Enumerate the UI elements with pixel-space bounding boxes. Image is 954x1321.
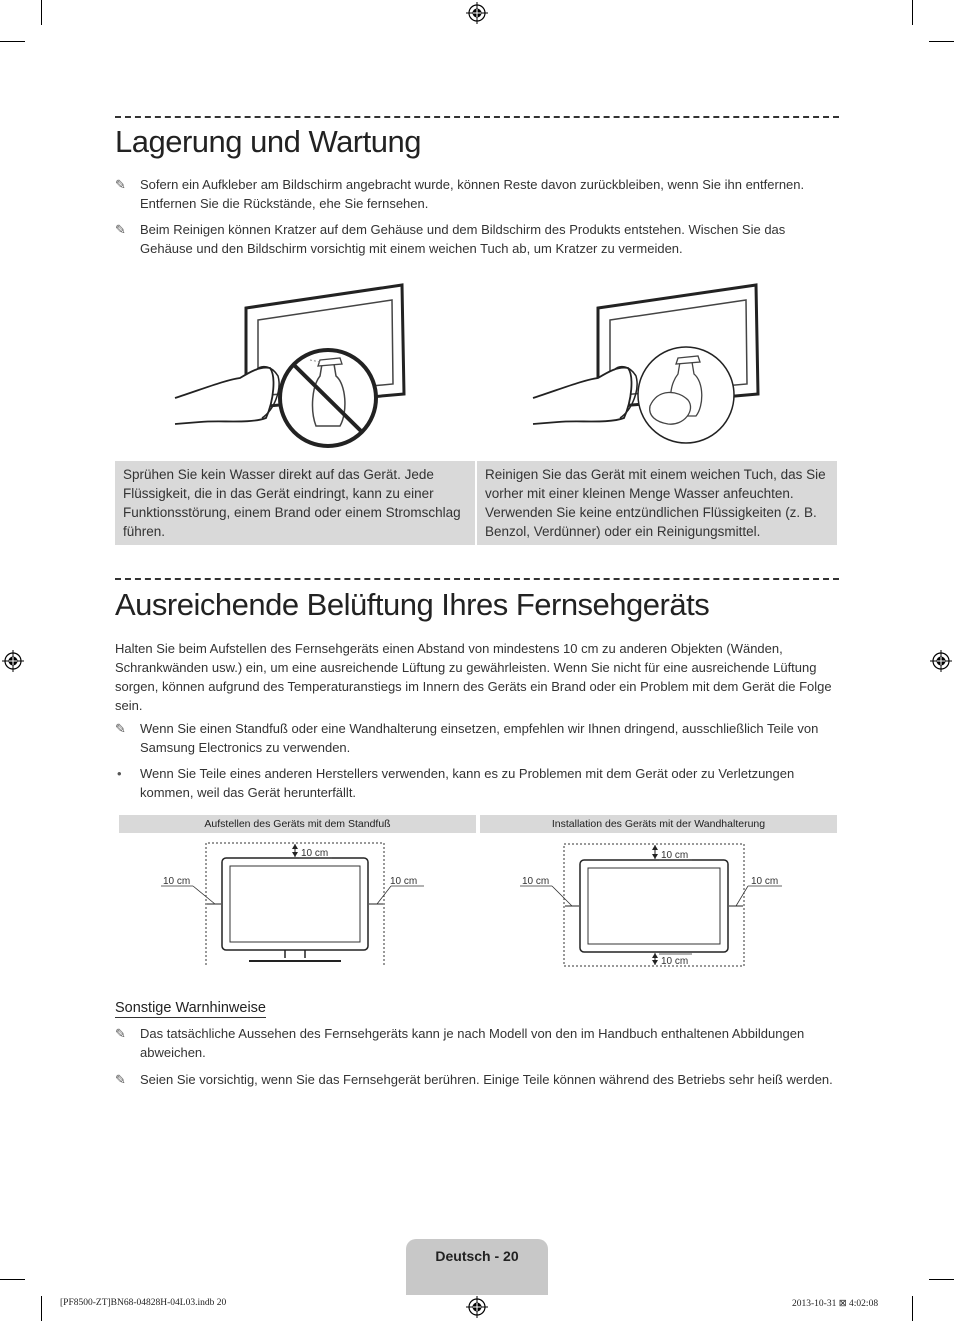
footer-file-info: [PF8500-ZT]BN68-04828H-04L03.indb 20 <box>60 1298 227 1308</box>
dimension-label-right: 10 cm <box>751 876 779 887</box>
caption-no-spray: Sprühen Sie kein Wasser direkt auf das Gerät. Jede Flüssigkeit, die in das Gerät eindringt, kann zu einer Funktionsstörung, einem Brand oder einem Stromschlag führen. <box>115 461 475 545</box>
crop-mark <box>41 1296 42 1321</box>
illustration-no-spray <box>170 280 410 450</box>
diagram-stand-clearance <box>119 838 476 970</box>
registration-mark-icon <box>930 650 952 672</box>
crop-mark <box>41 0 42 25</box>
dimension-label-bottom: 10 cm <box>661 956 689 967</box>
section-divider <box>115 116 839 118</box>
note-item <box>115 1024 839 1062</box>
crop-mark <box>929 1279 954 1280</box>
section-divider <box>115 578 839 580</box>
registration-mark-icon <box>466 2 488 24</box>
note-text: Sofern ein Aufkleber am Bildschirm angebracht wurde, können Reste davon zurückbleiben, wenn Sie ihn entfernen. Entfernen Sie die Rückstände, ehe Sie fernsehen. <box>140 177 805 211</box>
note-pencil-icon: ✎ <box>115 177 126 192</box>
illustration-damp-cloth <box>528 280 768 450</box>
section-title-ventilation: Ausreichende Belüftung Ihres Fernsehgeräts <box>115 587 710 622</box>
crop-mark <box>912 1296 913 1321</box>
crop-mark <box>912 0 913 25</box>
registration-mark-icon <box>2 650 24 672</box>
footer-timestamp: 2013-10-31 ⊠ 4:02:08 <box>792 1299 879 1309</box>
note-item <box>115 1070 839 1089</box>
dimension-label-right: 10 cm <box>390 876 418 887</box>
note-pencil-icon: ✎ <box>115 222 126 237</box>
dimension-label-top: 10 cm <box>661 850 689 861</box>
bullet-text: Wenn Sie Teile eines anderen Herstellers verwenden, kann es zu Problemen mit dem Gerät oder zu Verletzungen kommen, weil das Gerät herunterfällt. <box>140 766 795 800</box>
caption-damp-cloth: Reinigen Sie das Gerät mit einem weichen Tuch, das Sie vorher mit einer kleinen Menge Wasser anfeuchten. Verwenden Sie keine entzündlichen Flüssigkeiten (z. B. Benzol, Verdünner) oder ein Reinigungsmittel. <box>477 461 837 545</box>
note-pencil-icon: ✎ <box>115 1026 126 1041</box>
bullet-item <box>115 764 839 802</box>
note-text: Wenn Sie einen Standfuß oder eine Wandhalterung einsetzen, empfehlen wir Ihnen dringend, ausschließlich Teile von Samsung Electronics zu verwenden. <box>140 721 819 755</box>
crop-mark <box>0 1279 25 1280</box>
diagram-wall-clearance <box>480 838 837 970</box>
note-pencil-icon: ✎ <box>115 1072 126 1087</box>
note-text: Beim Reinigen können Kratzer auf dem Gehäuse und dem Bildschirm des Produkts entstehen. Wischen Sie das Gehäuse und den Bildschirm vorsichtig mit einem weichen Tuch ab, um Kratzer zu vermeiden. <box>140 222 786 256</box>
note-item <box>115 719 839 757</box>
note-pencil-icon: ✎ <box>115 721 126 736</box>
diagram-header-stand: Aufstellen des Geräts mit dem Standfuß <box>119 815 476 833</box>
dimension-label-left: 10 cm <box>522 876 550 887</box>
note-text: Das tatsächliche Aussehen des Fernsehgeräts kann je nach Modell von den im Handbuch enthaltenen Abbildungen abweichen. <box>140 1026 805 1060</box>
crop-mark <box>929 41 954 42</box>
bullet-icon: • <box>117 766 122 781</box>
ventilation-paragraph: Halten Sie beim Aufstellen des Fernsehgeräts einen Abstand von mindestens 10 cm zu anderen Objekten (Wänden, Schrankwänden usw.) ein, um eine ausreichende Lüftung zu gewährleisten. Wenn Sie nicht für eine ausreichende Lüftung sorgen, können aufgrund des Temperaturanstiegs im Innern des Geräts ein Brand oder ein Problem mit dem Gerät die Folge sein. <box>115 641 832 713</box>
registration-mark-icon <box>466 1296 488 1318</box>
dimension-label-top: 10 cm <box>301 848 329 859</box>
page-number-tab: Deutsch - 20 <box>406 1239 548 1295</box>
subsection-title-warnings: Sonstige Warnhinweise <box>115 1000 266 1016</box>
note-item <box>115 175 839 213</box>
note-text: Seien Sie vorsichtig, wenn Sie das Fernsehgerät berühren. Einige Teile können während des Betriebs sehr heiß werden. <box>140 1072 833 1087</box>
diagram-header-wall: Installation des Geräts mit der Wandhalterung <box>480 815 837 833</box>
note-item <box>115 220 839 258</box>
dimension-label-left: 10 cm <box>163 876 191 887</box>
crop-mark <box>0 41 25 42</box>
section-title-storage: Lagerung und Wartung <box>115 124 421 159</box>
